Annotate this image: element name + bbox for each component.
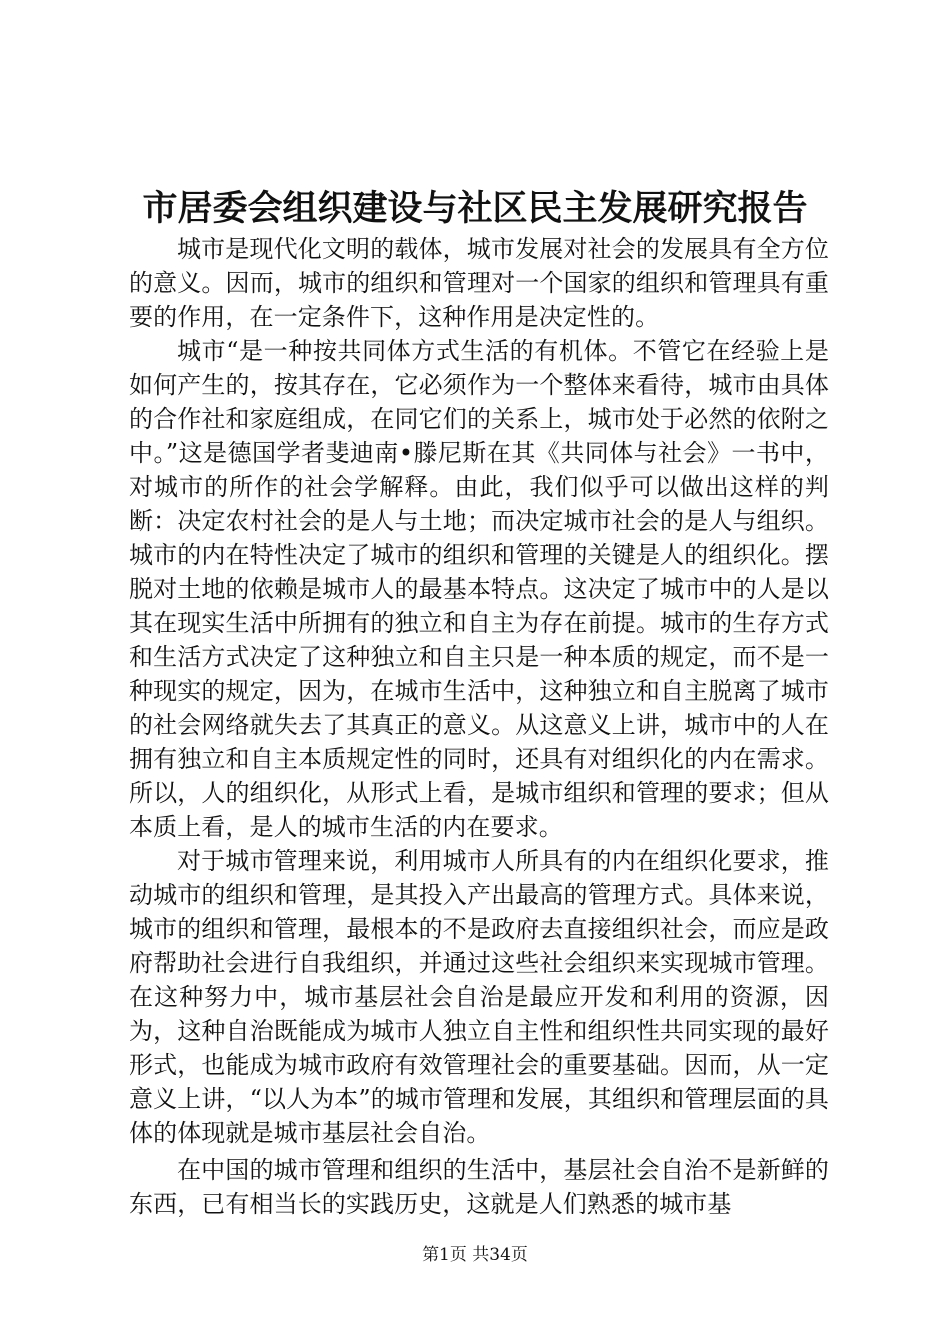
- paragraph-1: 城市是现代化文明的载体，城市发展对社会的发展具有全方位的意义。因而，城市的组织和管理对一个国家的组织和管理具有重要的作用，在一定条件下，这种作用是决定性的。: [129, 235, 829, 331]
- paragraph-2: 城市“是一种按共同体方式生活的有机体。不管它在经验上是如何产生的，按其存在，它必须作为一个整体来看待，城市由具体的合作社和家庭组成，在同它们的关系上，城市处于必然的依附之中。”这是德国学者斐迪南•滕尼斯在其《共同体与社会》一书中，对城市的所作的社会学解释。由此，我们似乎可以做出这样的判断：决定农村社会的是人与土地；而决定城市社会的是人与组织。城市的内在特性决定了城市的组织和管理的关键是人的组织化。摆脱对土地的依赖是城市人的最基本特点。这决定了城市中的人是以其在现实生活中所拥有的独立和自主为存在前提。城市的生存方式和生活方式决定了这种独立和自主只是一种本质的规定，而不是一种现实的规定，因为，在城市生活中，这种独立和自主脱离了城市的社会网络就失去了其真正的意义。从这意义上讲，城市中的人在拥有独立和自主本质规定性的同时，还具有对组织化的内在需求。所以，人的组织化，从形式上看，是城市组织和管理的要求；但从本质上看，是人的城市生活的内在要求。: [129, 337, 829, 841]
- document-body: [129, 232, 829, 1221]
- document-title: 市居委会组织建设与社区民主发展研究报告: [142, 188, 808, 229]
- paragraph-3: 对于城市管理来说，利用城市人所具有的内在组织化要求，推动城市的组织和管理，是其投入产出最高的管理方式。具体来说，城市的组织和管理，最根本的不是政府去直接组织社会，而应是政府帮助社会进行自我组织，并通过这些社会组织来实现城市管理。在这种努力中，城市基层社会自治是最应开发和利用的资源，因为，这种自治既能成为城市人独立自主性和组织性共同实现的最好形式，也能成为城市政府有效管理社会的重要基础。因而，从一定意义上讲，“以人为本”的城市管理和发展，其组织和管理层面的具体的体现就是城市基层社会自治。: [129, 847, 829, 1147]
- page-number-footer: 第1页 共34页: [422, 1245, 528, 1265]
- paragraph-4: 在中国的城市管理和组织的生活中，基层社会自治不是新鲜的东西，已有相当长的实践历史，这就是人们熟悉的城市基: [129, 1156, 829, 1218]
